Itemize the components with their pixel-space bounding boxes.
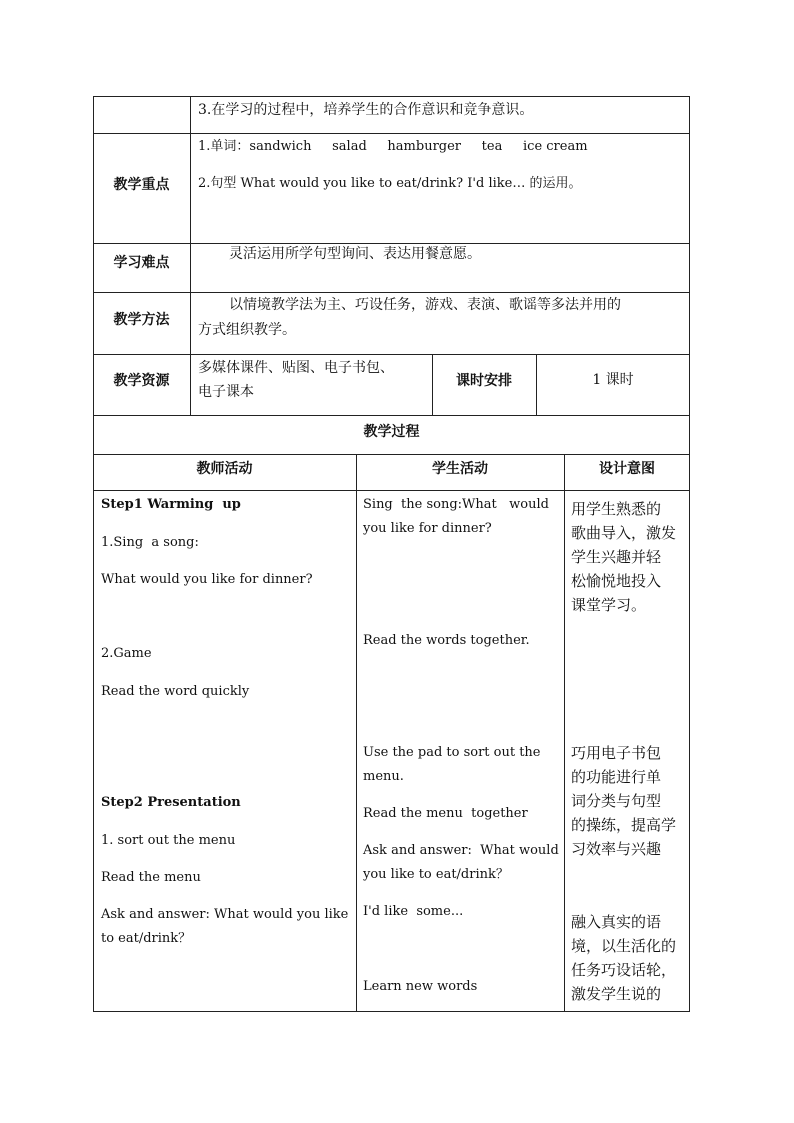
teacher-song-title: What would you like for dinner? [101,572,313,587]
design-intent-2-line: 的操练，提高学 [571,816,677,834]
resources-label: 教学资源 [113,373,170,389]
design-intent-1-line: 歌曲导入，激发 [571,524,677,542]
teacher-read-word: Read the word quickly [101,684,250,699]
design-intent-3-line: 任务巧设话轮， [571,961,677,979]
design-intent-2-line: 的功能进行单 [571,768,662,786]
design-intent-3-line: 激发学生说的 [571,985,662,1003]
teacher-game: 2.Game [101,646,152,661]
row-divider [93,354,690,355]
student-read-menu: Read the menu together [363,806,528,821]
student-sing-1: Sing the song:What would [363,497,549,512]
design-intent-2-line: 词分类与句型 [571,792,662,810]
methods-label: 教学方法 [113,312,170,328]
teacher-ask-answer-1: Ask and answer: What would you like [101,907,349,922]
teacher-ask-answer-2: to eat/drink？ [101,931,192,946]
methods-line-2: 方式组织教学。 [198,322,296,338]
design-intent-2-line: 习效率与兴趣 [571,840,662,858]
step2-heading: Step2 Presentation [101,795,241,810]
row-divider [93,490,690,491]
student-ask-2: you like to eat/drink？ [363,867,509,882]
row-divider [93,454,690,455]
teacher-read-menu: Read the menu [101,870,201,885]
objective-item-3: 3.在学习的过程中，培养学生的合作意识和竞争意识。 [198,102,534,118]
student-ask-1: Ask and answer: What would [363,843,559,858]
row-divider [93,415,690,416]
student-activity-header: 学生活动 [432,461,488,477]
design-intent-1-line: 用学生熟悉的 [571,500,662,518]
student-sing-2: you like for dinner? [363,521,492,536]
design-intent-3-line: 境，以生活化的 [571,937,677,955]
step1-heading: Step1 Warming up [101,497,241,512]
design-intent-1-line: 学生兴趣并轻 [571,548,662,566]
design-intent-header: 设计意图 [599,461,655,477]
student-like: I'd like some... [363,904,464,919]
design-intent-2-line: 巧用电子书包 [571,744,662,762]
student-read-words: Read the words together. [363,633,530,648]
teacher-sing-song: 1.Sing a song: [101,535,199,550]
col-divider [564,454,565,1012]
teacher-activity-header: 教师活动 [196,461,253,477]
resources-line-2: 电子课本 [198,384,254,400]
design-intent-3-line: 融入真实的语 [571,913,662,931]
col-divider [356,454,357,1012]
design-intent-1-line: 松愉悦地投入 [571,572,662,590]
key-points-vocab: 1.单词：sandwich salad hamburger tea ice cream [198,139,588,154]
teacher-sort-menu: 1. sort out the menu [101,833,236,848]
process-title: 教学过程 [363,424,420,440]
student-pad-1: Use the pad to sort out the [363,745,541,760]
row-divider [93,292,690,293]
resources-line-1: 多媒体课件、贴图、电子书包、 [198,360,394,376]
student-pad-2: menu. [363,769,404,784]
key-points-label: 教学重点 [113,177,170,193]
methods-line-1: 以情境教学法为主、巧设任务，游戏、表演、歌谣等多法并用的 [229,297,621,313]
schedule-label: 课时安排 [456,373,512,389]
key-points-pattern: 2.句型 What would you like to eat/drink? I'd like… 的运用。 [198,176,582,191]
difficulty-label: 学习难点 [113,255,170,271]
schedule-value: 1 课时 [592,372,634,388]
student-learn-words: Learn new words [363,979,478,994]
difficulty-text: 灵活运用所学句型询问、表达用餐意愿。 [229,246,481,262]
col-divider [190,96,191,415]
design-intent-1-line: 课堂学习。 [571,596,647,614]
row-divider [93,133,690,134]
